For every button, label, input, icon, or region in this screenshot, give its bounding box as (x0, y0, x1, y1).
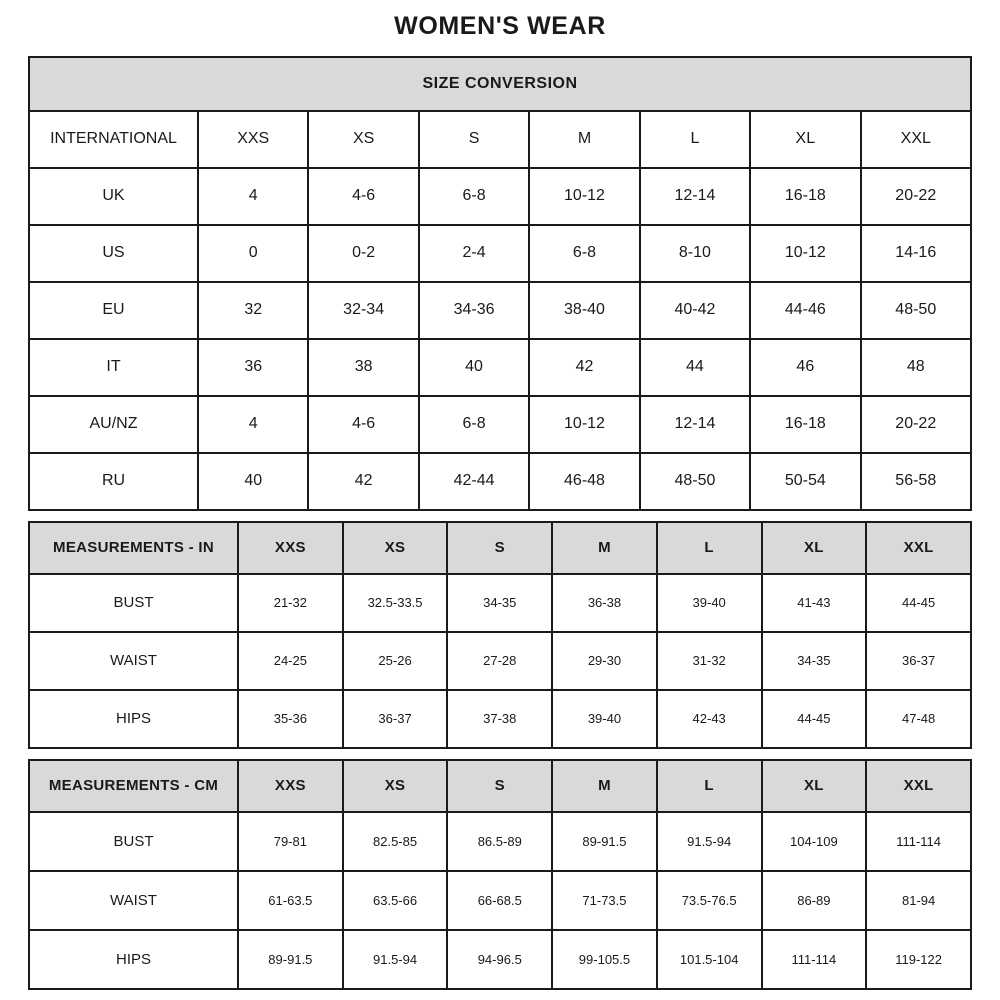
size-header: XXL (866, 760, 971, 812)
row-label: HIPS (29, 930, 238, 989)
table-cell: 86.5-89 (447, 812, 552, 871)
table-row (29, 871, 971, 930)
size-header: XL (762, 522, 867, 574)
table-cell: 36-37 (866, 632, 971, 690)
table-cell: 73.5-76.5 (657, 871, 762, 930)
table-cell: 81-94 (866, 871, 971, 930)
table-cell: 89-91.5 (552, 812, 657, 871)
table-cell: 32-34 (308, 282, 418, 339)
column-header: XL (750, 111, 860, 168)
table-row (29, 690, 971, 748)
column-header: INTERNATIONAL (29, 111, 198, 168)
size-header: XL (762, 760, 867, 812)
table-cell: 56-58 (861, 453, 971, 510)
table-row (29, 812, 971, 871)
size-conversion-header: SIZE CONVERSION (29, 57, 971, 111)
table-cell: 50-54 (750, 453, 860, 510)
table-cell: 47-48 (866, 690, 971, 748)
table-cell: 10-12 (750, 225, 860, 282)
table-row (29, 225, 971, 282)
table-cell: 34-35 (447, 574, 552, 632)
row-label: HIPS (29, 690, 238, 748)
table-cell: 86-89 (762, 871, 867, 930)
measurements-in-table (28, 521, 972, 749)
size-conversion-banner-row (29, 57, 971, 111)
table-cell: 32.5-33.5 (343, 574, 448, 632)
table-cell: 34-36 (419, 282, 529, 339)
measurements-cm-header-row (29, 760, 971, 812)
table-cell: 12-14 (640, 168, 750, 225)
row-label: RU (29, 453, 198, 510)
table-cell: 12-14 (640, 396, 750, 453)
row-label: US (29, 225, 198, 282)
measurements-cm-table (28, 759, 972, 990)
table-cell: 119-122 (866, 930, 971, 989)
table-cell: 38-40 (529, 282, 639, 339)
table-cell: 0 (198, 225, 308, 282)
table-cell: 36-38 (552, 574, 657, 632)
table-cell: 48 (861, 339, 971, 396)
column-header: S (419, 111, 529, 168)
table-cell: 101.5-104 (657, 930, 762, 989)
page-title: WOMEN'S WEAR (394, 12, 606, 40)
table-cell: 40 (419, 339, 529, 396)
table-cell: 94-96.5 (447, 930, 552, 989)
table-row (29, 282, 971, 339)
table-cell: 36 (198, 339, 308, 396)
table-cell: 46-48 (529, 453, 639, 510)
table-cell: 10-12 (529, 168, 639, 225)
table-cell: 61-63.5 (238, 871, 343, 930)
table-cell: 40 (198, 453, 308, 510)
table-cell: 71-73.5 (552, 871, 657, 930)
table-cell: 111-114 (866, 812, 971, 871)
table-row (29, 453, 971, 510)
table-cell: 41-43 (762, 574, 867, 632)
row-label: WAIST (29, 632, 238, 690)
size-header: XS (343, 760, 448, 812)
column-header: XXS (198, 111, 308, 168)
table-cell: 4 (198, 396, 308, 453)
size-header: XS (343, 522, 448, 574)
column-header: M (529, 111, 639, 168)
table-cell: 6-8 (529, 225, 639, 282)
table-cell: 34-35 (762, 632, 867, 690)
size-header: S (447, 760, 552, 812)
size-conversion-table (28, 56, 972, 511)
table-row (29, 396, 971, 453)
row-label: UK (29, 168, 198, 225)
table-cell: 39-40 (552, 690, 657, 748)
table-cell: 66-68.5 (447, 871, 552, 930)
table-cell: 4 (198, 168, 308, 225)
table-cell: 8-10 (640, 225, 750, 282)
row-label: WAIST (29, 871, 238, 930)
table-cell: 42 (308, 453, 418, 510)
table-cell: 4-6 (308, 168, 418, 225)
table-cell: 29-30 (552, 632, 657, 690)
table-cell: 104-109 (762, 812, 867, 871)
table-row (29, 930, 971, 989)
table-cell: 42-43 (657, 690, 762, 748)
table-cell: 21-32 (238, 574, 343, 632)
table-cell: 25-26 (343, 632, 448, 690)
size-header: XXS (238, 522, 343, 574)
table-row (29, 339, 971, 396)
table-cell: 16-18 (750, 396, 860, 453)
column-header: XXL (861, 111, 971, 168)
measurements-in-body (29, 574, 971, 748)
row-label: EU (29, 282, 198, 339)
measurements-cm-body (29, 812, 971, 989)
row-label: BUST (29, 574, 238, 632)
table-cell: 39-40 (657, 574, 762, 632)
table-cell: 6-8 (419, 168, 529, 225)
table-cell: 16-18 (750, 168, 860, 225)
table-cell: 44-45 (866, 574, 971, 632)
table-cell: 44-45 (762, 690, 867, 748)
table-cell: 36-37 (343, 690, 448, 748)
table-row (29, 168, 971, 225)
measurements-in-header-row (29, 522, 971, 574)
table-cell: 10-12 (529, 396, 639, 453)
table-cell: 48-50 (640, 453, 750, 510)
table-cell: 42-44 (419, 453, 529, 510)
table-cell: 91.5-94 (657, 812, 762, 871)
table-cell: 6-8 (419, 396, 529, 453)
table-cell: 37-38 (447, 690, 552, 748)
size-header: XXS (238, 760, 343, 812)
measurements-cm-header: MEASUREMENTS - CM (29, 760, 238, 812)
row-label: IT (29, 339, 198, 396)
table-cell: 27-28 (447, 632, 552, 690)
table-cell: 89-91.5 (238, 930, 343, 989)
table-cell: 38 (308, 339, 418, 396)
table-cell: 20-22 (861, 396, 971, 453)
size-conversion-body (29, 168, 971, 510)
table-cell: 31-32 (657, 632, 762, 690)
table-cell: 14-16 (861, 225, 971, 282)
table-cell: 111-114 (762, 930, 867, 989)
table-cell: 48-50 (861, 282, 971, 339)
table-cell: 35-36 (238, 690, 343, 748)
measurements-in-header: MEASUREMENTS - IN (29, 522, 238, 574)
table-cell: 0-2 (308, 225, 418, 282)
size-header: L (657, 760, 762, 812)
table-cell: 4-6 (308, 396, 418, 453)
table-cell: 20-22 (861, 168, 971, 225)
size-header: S (447, 522, 552, 574)
table-cell: 99-105.5 (552, 930, 657, 989)
size-header: XXL (866, 522, 971, 574)
size-header: L (657, 522, 762, 574)
table-cell: 2-4 (419, 225, 529, 282)
table-cell: 42 (529, 339, 639, 396)
size-header: M (552, 760, 657, 812)
table-cell: 44 (640, 339, 750, 396)
column-header: L (640, 111, 750, 168)
table-row (29, 632, 971, 690)
table-cell: 82.5-85 (343, 812, 448, 871)
row-label: AU/NZ (29, 396, 198, 453)
table-cell: 40-42 (640, 282, 750, 339)
table-cell: 44-46 (750, 282, 860, 339)
column-header: XS (308, 111, 418, 168)
table-cell: 91.5-94 (343, 930, 448, 989)
table-cell: 24-25 (238, 632, 343, 690)
table-cell: 79-81 (238, 812, 343, 871)
table-row (29, 574, 971, 632)
table-cell: 63.5-66 (343, 871, 448, 930)
row-label: BUST (29, 812, 238, 871)
table-cell: 32 (198, 282, 308, 339)
table-cell: 46 (750, 339, 860, 396)
size-conversion-columns-row (29, 111, 971, 168)
size-header: M (552, 522, 657, 574)
